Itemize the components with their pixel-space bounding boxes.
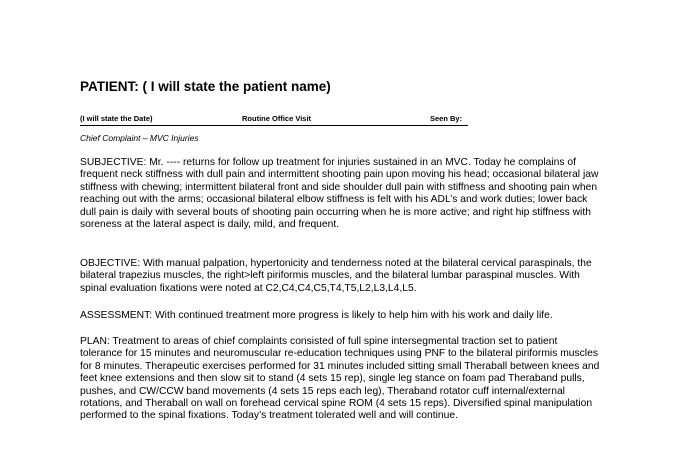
plan-section: PLAN: Treatment to areas of chief complaints consisted of full spine intersegmental traction set to patient tolerance for 15 minutes and neuromuscular re-education techniques using PNF to the bilateral piriformis muscles for 8 minutes. Therapeutic exercises performed for 31 minutes included sitting small Theraball between knees and feet knee extensions and then slow sit to stand (4 sets 15 rep), single leg stance on foam pad Theraband pulls, pushes, and CW/CCW band movements (4 sets 15 reps each leg), Theraband rotator cuff internal/external rotations, and Theraball on wall on forehead cervical spine ROM (4 sets 15 reps). Diversified spinal manipulation performed to the spinal fixations. Today’s treatment tolerated well and will continue. bbox=[80, 336, 600, 422]
objective-section: OBJECTIVE: With manual palpation, hypertonicity and tenderness noted at the bilateral cervical paraspinals, the bilateral trapezius muscles, the right>left piriformis muscles, and the bilateral lumbar paraspinal muscles. With spinal evaluation fixations were noted at C2,C4,C4,C5,T4,T5,L2,L3,L4,L5. bbox=[80, 258, 592, 294]
visit-type: Routine Office Visit bbox=[242, 114, 312, 123]
visit-date: (I will state the Date) bbox=[80, 114, 153, 123]
assessment-section: ASSESSMENT: With continued treatment more progress is likely to help him with his work and daily life. bbox=[80, 310, 553, 321]
patient-title: PATIENT: ( I will state the patient name) bbox=[80, 79, 331, 94]
chief-complaint: Chief Complaint – MVC Injuries bbox=[80, 133, 199, 143]
subjective-section: SUBJECTIVE: Mr. ---- returns for follow up treatment for injuries sustained in an MVC. Today he complains of frequent neck stiffness with dull pain and intermittent shooting pain upon moving his head; occasional bilateral jaw stiffness with chewing; intermittent bilateral front and side shoulder dull pain with stiffness and shooting pain when reaching out with the arms; occasional bilateral elbow stiffness is felt with his ADL’s and work duties; lower back dull pain is daily with several bouts of shooting pain occurring when he is more active; and right hip stiffness with soreness at the lateral aspect is daily, mild, and frequent. bbox=[80, 157, 599, 231]
visit-info-line bbox=[80, 113, 468, 126]
seen-by-label: Seen By: bbox=[430, 114, 463, 123]
